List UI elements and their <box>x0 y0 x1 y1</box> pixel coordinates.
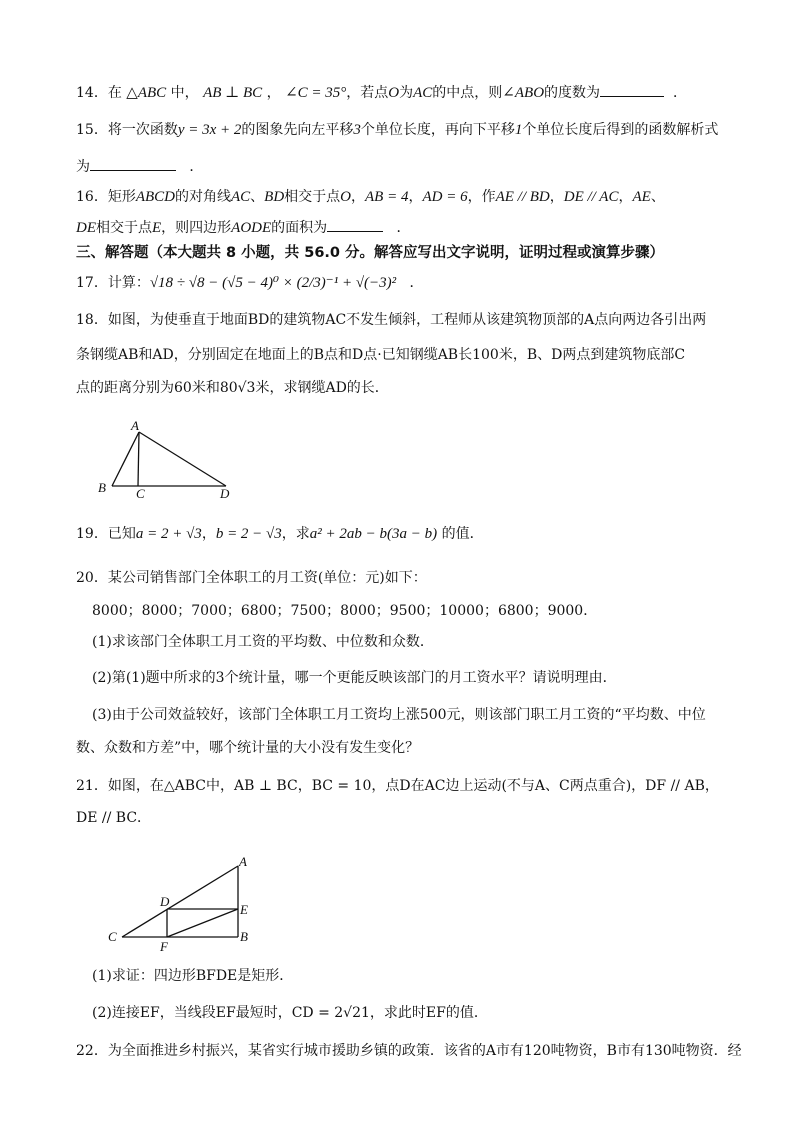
point-label-A: A <box>239 854 247 869</box>
text: ， <box>618 189 633 205</box>
math: y = 3x + 2 <box>177 122 242 138</box>
segment-CA <box>122 866 238 937</box>
salary-data: 8000；8000；7000；6800；7500；8000；9500；10000；6800；9000． <box>92 603 598 619</box>
text: 、 <box>250 189 265 205</box>
question-number: 15． <box>76 122 108 138</box>
text: ， <box>351 189 366 205</box>
math: AD = 6 <box>422 189 468 205</box>
text: ，求 <box>281 526 310 542</box>
point-label-B: B <box>240 929 248 944</box>
text: 如图，为使垂直于地面BD的建筑物AC不发生倾斜，工程师从该建筑物顶部的A点向两边各引出两 <box>107 312 707 328</box>
math: b = 2 − √3 <box>215 526 282 542</box>
point-label-E: E <box>240 902 248 917</box>
question-21-line2: DE // BC． <box>76 810 152 826</box>
text: ， <box>266 85 281 101</box>
math: AODE <box>231 220 272 236</box>
math: AB = 4 <box>365 189 409 205</box>
text: 的值． <box>441 526 484 542</box>
math: ABCD <box>135 189 175 205</box>
point-label-C: C <box>136 486 145 501</box>
math: a² + 2ab − b(3a − b) <box>309 526 438 542</box>
question-20-part3: (3)由于公司效益较好，该部门全体职工月工资均上涨500元，则该部门职工月工资的“平均数、中位 <box>92 707 706 723</box>
math: 3 <box>353 122 361 138</box>
text: 的度数为 <box>544 85 601 101</box>
math: E <box>152 220 162 236</box>
text: 如图，在△ABC中，AB ⊥ BC，BC = 10，点D在AC边上运动(不与A、C两点重合)，DF // AB， <box>107 778 719 794</box>
point-label-D: D <box>220 486 230 501</box>
math: 1 <box>514 122 523 138</box>
text: 个单位长度，再向下平移 <box>360 122 515 138</box>
text: ， <box>549 189 564 205</box>
math: BD <box>264 189 285 205</box>
question-number: 19． <box>76 526 108 542</box>
text: 某公司销售部门全体职工的月工资(单位：元)如下： <box>107 570 427 586</box>
question-number: 16． <box>76 189 108 205</box>
text: 、 <box>650 189 665 205</box>
question-21-part2: (2)连接EF，当线段EF最短时，CD = 2√21，求此时EF的值． <box>92 1005 488 1021</box>
text: 为 <box>76 159 90 175</box>
text: ， <box>408 189 423 205</box>
question-number: 22． <box>76 1043 108 1059</box>
math: AC <box>231 189 251 205</box>
text: 个单位长度后得到的函数解析式 <box>522 122 719 138</box>
section-heading: 三、解答题（本大题共 8 小题，共 56.0 分。解答应写出文字说明，证明过程或演算步骤） <box>76 245 665 261</box>
point-label-B: B <box>98 480 106 495</box>
text: 的图象先向左平移 <box>241 122 354 138</box>
math: △ABC <box>126 85 167 101</box>
math: ∠ABO <box>502 85 545 101</box>
math: AC <box>413 85 433 101</box>
text: 的面积为 <box>271 220 328 236</box>
text: 在 <box>107 85 122 101</box>
text: 中， <box>170 85 199 101</box>
text: 为 <box>399 85 414 101</box>
text: 的对角线 <box>175 189 231 205</box>
question-20-part3-line2: 数、众数和方差”中，哪个统计量的大小没有发生变化？ <box>76 740 420 756</box>
question-number: 20． <box>76 570 108 586</box>
point-label-D: D <box>160 894 170 909</box>
text: ， <box>201 526 216 542</box>
text: 矩形 <box>107 189 136 205</box>
text: 为全面推进乡村振兴，某省实行城市援助乡镇的政策．该省的A市有120吨物资，B市有130吨物资．经 <box>107 1043 742 1059</box>
text: 计算： <box>107 275 150 291</box>
question-number: 14． <box>76 85 108 101</box>
point-label-C: C <box>108 929 117 944</box>
math: O <box>340 189 352 205</box>
text: ，作 <box>467 189 496 205</box>
text: ，则四边形 <box>161 220 232 236</box>
question-number: 17． <box>76 275 108 291</box>
question-20-part1: (1)求该部门全体职工月工资的平均数、中位数和众数． <box>92 634 434 650</box>
math: ∠C = 35° <box>285 85 347 101</box>
segment-FE <box>167 909 238 937</box>
math: O <box>388 85 400 101</box>
math: DE // AC <box>563 189 619 205</box>
math: AE <box>632 189 651 205</box>
math: DE <box>76 220 96 236</box>
question-20-part2: (2)第(1)题中所求的3个统计量，哪一个更能反映该部门的月工资水平？请说明理由． <box>92 670 617 686</box>
text: ． <box>189 159 204 175</box>
text: 将一次函数 <box>107 122 178 138</box>
math: AB ⊥ BC <box>203 85 263 101</box>
point-label-F: F <box>160 939 168 954</box>
question-21-part1: (1)求证：四边形BFDE是矩形． <box>92 968 294 984</box>
question-number: 21． <box>76 778 108 794</box>
text: 相交于点 <box>284 189 341 205</box>
question-18-line3: 点的距离分别为60米和80√3米，求钢缆AD的长． <box>76 380 389 396</box>
question-number: 18． <box>76 312 108 328</box>
text: ． <box>672 85 687 101</box>
text: 的中点，则 <box>432 85 503 101</box>
text: ． <box>396 220 411 236</box>
question-22 <box>76 1041 742 1061</box>
point-label-A: A <box>131 418 139 433</box>
text: ，若点 <box>346 85 389 101</box>
math: a = 2 + √3 <box>135 526 202 542</box>
math: AE // BD <box>495 189 550 205</box>
text: ． <box>409 275 424 291</box>
math-expression: √18 ÷ √8 − (√5 − 4)⁰ × (2/3)⁻¹ + √(−3)² <box>149 275 397 291</box>
text: 相交于点 <box>96 220 152 236</box>
question-18-line2: 条钢缆AB和AD，分别固定在地面上的B点和D点·已知钢缆AB长100米，B、D两点到建筑物底部C <box>76 347 686 363</box>
text: 已知 <box>107 526 136 542</box>
